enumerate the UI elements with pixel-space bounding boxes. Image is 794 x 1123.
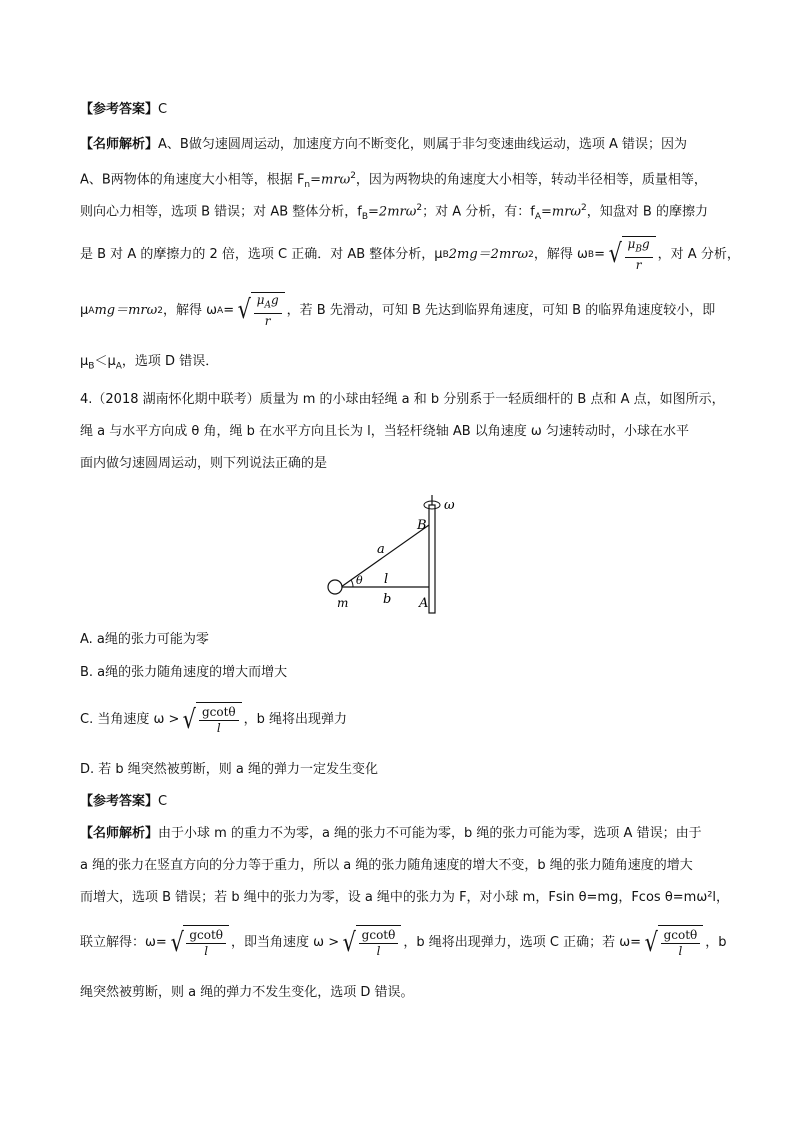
question4-line1: 4.（2018 湖南怀化期中联考）质量为 m 的小球由轻绳 a 和 b 分别系于一轻质细杆的 B 点和 A 点，如图所示， — [80, 392, 725, 407]
analysis-text: μ — [80, 302, 89, 318]
subscript: A — [534, 211, 541, 222]
label-b: b — [383, 592, 392, 607]
analysis-text: = — [594, 246, 605, 262]
label-l: l — [384, 572, 389, 587]
analysis-text: ；对 A 分析，有：f — [422, 204, 535, 220]
analysis-text: ，若 B 先滑动，可知 B 先达到临界角速度，可知 B 的临界角速度较小，即 — [286, 302, 716, 318]
label-theta: θ — [356, 574, 363, 587]
analysis-text: ，对 A 分析， — [657, 246, 740, 262]
formula: =mrω — [541, 204, 582, 220]
superscript: 2 — [350, 171, 356, 181]
answer-label: 【参考答案】 — [80, 102, 159, 117]
label-omega: ω — [444, 498, 455, 513]
subscript: A — [88, 305, 95, 316]
ball — [328, 580, 342, 594]
option-a: A. a绳的张力可能为零 — [80, 632, 209, 647]
analysis1-line4 — [80, 236, 740, 273]
analysis1-line5 — [80, 292, 715, 329]
answer-line-1 — [80, 99, 167, 121]
analysis-text: ，b 绳将出现弹力，选项 C 正确；若 ω= — [403, 935, 641, 950]
rod — [429, 505, 435, 613]
option-d: D. 若 b 绳突然被剪断，则 a 绳的弹力一定发生变化 — [80, 762, 379, 777]
analysis-text: 由于小球 m 的重力不为零，a 绳的张力不可能为零，b 绳的张力可能为零，选项 A 错误；由于 — [158, 826, 702, 841]
subscript: n — [304, 179, 311, 190]
analysis1-line6 — [80, 351, 218, 378]
formula: 2mg＝2mrω — [448, 246, 529, 262]
analysis2-line5: 绳突然被剪断，则 a 绳的弹力不发生变化，选项 D 错误。 — [80, 985, 414, 1000]
sqrt-expression: √ $\frac{gcot\theta}{l}$ — [169, 925, 229, 961]
option-c-text: C. 当角速度 ω > — [80, 712, 180, 727]
analysis-text: 则向心力相等，选项 B 错误；对 AB 整体分析，f — [80, 204, 362, 220]
sqrt-expression: √ $\frac{gcot\theta}{l}$ — [643, 925, 703, 961]
analysis-text: ，因为两物块的角速度大小相等，转动半径相等，质量相等， — [355, 172, 707, 188]
formula: mg＝mrω — [94, 302, 158, 318]
superscript: 2 — [528, 249, 534, 260]
physics-diagram — [320, 495, 490, 620]
label-a: a — [377, 542, 385, 557]
subscript: B — [88, 361, 95, 372]
superscript: 2 — [157, 305, 163, 316]
analysis-text: ，解得 ω — [533, 246, 588, 262]
question4-line3: 面内做匀速圆周运动，则下列说法正确的是 — [80, 456, 328, 471]
option-b: B. a绳的张力随角速度的增大而增大 — [80, 665, 288, 680]
sqrt-expression: √ $\frac{gcot\theta}{l}$ — [181, 702, 241, 738]
superscript: 2 — [581, 203, 587, 213]
analysis-text: ，b — [705, 935, 727, 950]
subscript: A — [217, 305, 224, 316]
sqrt-expression: √ $\frac{\mu_Bg}{r}$ — [607, 236, 656, 273]
analysis-text: ，解得 ω — [162, 302, 218, 318]
subscript: B — [587, 249, 595, 260]
analysis2-line2: a 绳的张力在竖直方向的分力等于重力，所以 a 绳的张力随角速度的增大不变，b 绳的张力随角速度的增大 — [80, 858, 693, 873]
option-c — [80, 702, 347, 738]
analysis-text: ，选项 D 错误． — [121, 354, 219, 369]
answer-label: 【参考答案】 — [80, 794, 159, 809]
analysis-text: ，即当角速度 ω > — [231, 935, 340, 950]
label-B: B — [417, 518, 427, 533]
subscript: A — [115, 361, 122, 372]
analysis-text: A、B做匀速圆周运动，加速度方向不断变化，则属于非匀变速曲线运动，选项 A 错误；因为 — [158, 137, 687, 152]
analysis-text: = — [223, 302, 235, 318]
analysis1-line2 — [80, 165, 707, 196]
subscript: B — [361, 211, 369, 222]
question4-line2: 绳 a 与水平方向成 θ 角，绳 b 在水平方向且长为 l，当轻杆绕轴 AB 以角速度 ω 匀速转动时，小球在水平 — [80, 424, 689, 439]
analysis2-line4 — [80, 925, 727, 961]
formula: =2mrω — [368, 204, 417, 220]
analysis-text: 联立解得：ω= — [80, 935, 167, 950]
answer-value: C — [158, 794, 168, 809]
analysis1-line3 — [80, 197, 708, 228]
analysis-text: ＜μ — [94, 354, 116, 369]
analysis-label: 【名师解析】 — [80, 826, 159, 841]
answer-line-2 — [80, 791, 167, 813]
analysis-label: 【名师解析】 — [80, 137, 159, 152]
analysis1-line1 — [80, 134, 687, 156]
sqrt-expression: √ $\frac{\mu_Ag}{r}$ — [236, 292, 285, 329]
answer-value: C — [158, 102, 168, 117]
superscript: 2 — [416, 203, 423, 213]
analysis-text: μ — [80, 354, 89, 369]
analysis-text: ，知盘对 B 的摩擦力 — [586, 204, 708, 220]
sqrt-expression: √ $\frac{gcot\theta}{l}$ — [341, 925, 401, 961]
analysis-text: A、B两物体的角速度大小相等，根据 F — [80, 172, 305, 188]
formula: =mrω — [310, 172, 351, 188]
option-c-text: ，b 绳将出现弹力 — [243, 712, 348, 727]
label-m: m — [337, 596, 349, 610]
analysis-text: 是 B 对 A 的摩擦力的 2 倍，选项 C 正确．对 AB 整体分析，μ — [80, 246, 443, 262]
analysis2-line1 — [80, 823, 702, 845]
subscript: B — [442, 249, 449, 260]
analysis2-line3: 而增大，选项 B 错误；若 b 绳中的张力为零，设 a 绳中的张力为 F，对小球 m，Fsin θ=mg，Fcos θ=mω²l， — [80, 890, 730, 905]
label-A: A — [419, 596, 429, 611]
